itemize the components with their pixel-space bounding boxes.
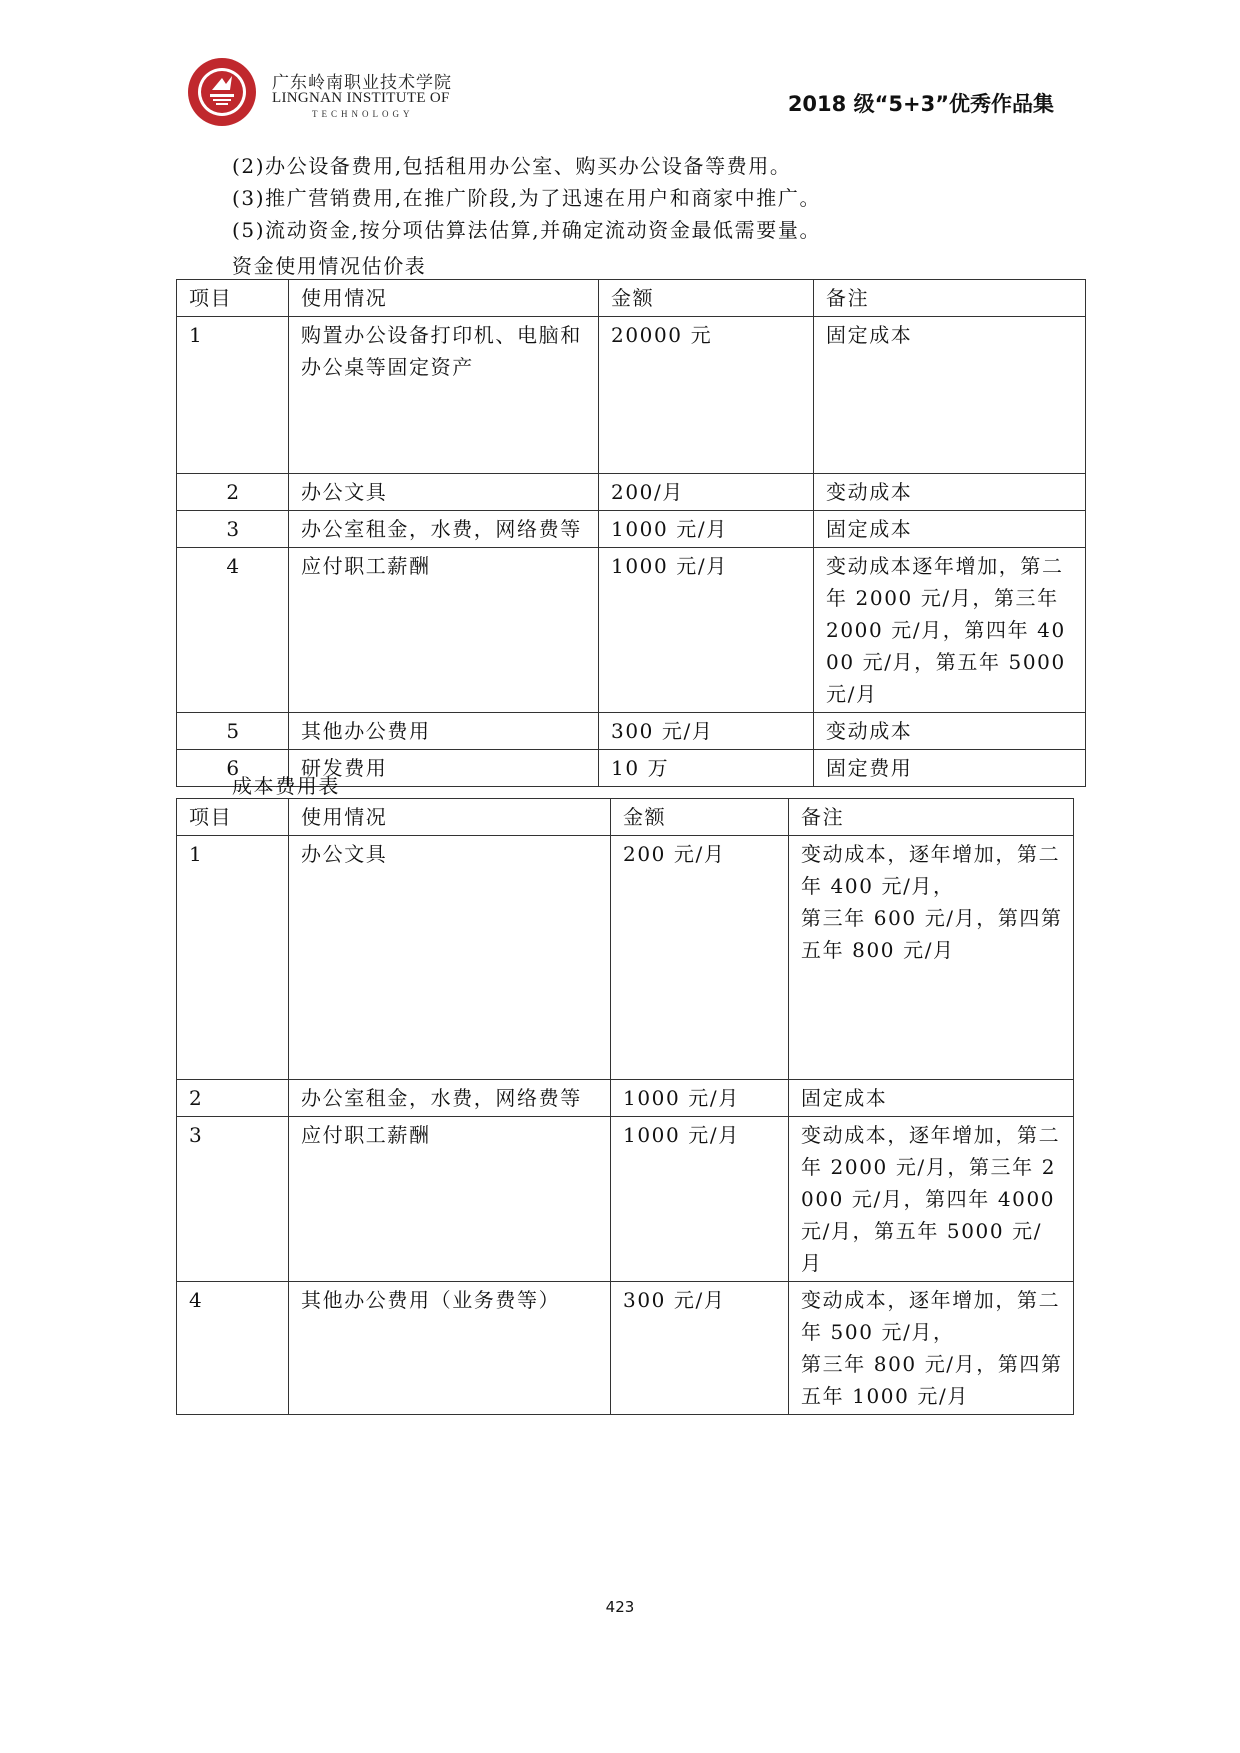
series-title: 2018 级“5+3”优秀作品集 (787, 92, 1054, 116)
cell-amount: 1000 元/月 (611, 1080, 789, 1117)
table-row (177, 511, 1086, 548)
cell-remark: 变动成本逐年增加，第二年 2000 元/月，第三年 2000 元/月，第四年 4000 元/月，第五年 5000 元/月 (814, 548, 1086, 713)
table-row (177, 836, 1074, 1080)
cell-amount: 1000 元/月 (599, 548, 814, 713)
cell-item: 2 (177, 474, 289, 511)
cell-usage: 应付职工薪酬 (289, 1117, 611, 1282)
cell-item: 4 (177, 548, 289, 713)
cell-remark: 变动成本，逐年增加，第二年 2000 元/月，第三年 2000 元/月，第四年 4000 元/月，第五年 5000 元/月 (789, 1117, 1074, 1282)
cell-remark: 固定成本 (814, 317, 1086, 474)
cell-item: 1 (177, 836, 289, 1080)
cell-item: 3 (177, 1117, 289, 1282)
header-amount: 金额 (599, 280, 814, 317)
cell-usage: 购置办公设备打印机、电脑和办公桌等固定资产 (289, 317, 599, 474)
cell-amount: 1000 元/月 (611, 1117, 789, 1282)
school-name-cn: 广东岭南职业技术学院 (272, 73, 452, 93)
cell-usage: 其他办公费用 (289, 713, 599, 750)
cell-amount: 200/月 (599, 474, 814, 511)
cell-usage: 研发费用 (289, 750, 599, 787)
header-usage: 使用情况 (289, 280, 599, 317)
table-header-row (177, 280, 1086, 317)
cell-amount: 1000 元/月 (599, 511, 814, 548)
header-item: 项目 (177, 280, 289, 317)
cell-remark: 变动成本 (814, 713, 1086, 750)
cell-item: 5 (177, 713, 289, 750)
cell-item: 1 (177, 317, 289, 474)
fund-usage-table (176, 279, 1086, 787)
cell-remark: 固定费用 (814, 750, 1086, 787)
cell-remark: 固定成本 (814, 511, 1086, 548)
table-row (177, 1282, 1074, 1415)
cell-remark: 变动成本 (814, 474, 1086, 511)
table-row (177, 317, 1086, 474)
cell-amount: 300 元/月 (599, 713, 814, 750)
header-remark: 备注 (814, 280, 1086, 317)
cell-remark-line2: 第三年 600 元/月，第四第五年 800 元/月 (801, 906, 1063, 962)
cost-expense-table (176, 798, 1074, 1415)
table-row (177, 548, 1086, 713)
cell-amount: 20000 元 (599, 317, 814, 474)
cell-amount: 300 元/月 (611, 1282, 789, 1415)
table1-caption: 资金使用情况估价表 (232, 254, 427, 278)
table-row (177, 1117, 1074, 1282)
cell-item: 6 (177, 750, 289, 787)
header-amount: 金额 (611, 799, 789, 836)
cell-usage: 其他办公费用（业务费等） (289, 1282, 611, 1415)
table-row (177, 1080, 1074, 1117)
school-name-en-line2: TECHNOLOGY (312, 109, 414, 119)
table-header-row (177, 799, 1074, 836)
paragraph-office-equipment: (2)办公设备费用,包括租用办公室、购买办公设备等费用。 (232, 154, 792, 178)
cell-remark (789, 1282, 1074, 1415)
school-name-en: LINGNAN INSTITUTE OF (272, 90, 450, 106)
paragraph-working-capital: (5)流动资金,按分项估算法估算,并确定流动资金最低需要量。 (232, 218, 822, 242)
cell-remark-line2: 第三年 800 元/月，第四第五年 1000 元/月 (801, 1352, 1063, 1408)
header-item: 项目 (177, 799, 289, 836)
cell-remark: 固定成本 (789, 1080, 1074, 1117)
cell-usage: 办公文具 (289, 836, 611, 1080)
cell-remark-line1: 变动成本，逐年增加，第二年 500 元/月， (801, 1288, 1061, 1344)
school-logo (186, 56, 258, 128)
paragraph-marketing: (3)推广营销费用,在推广阶段,为了迅速在用户和商家中推广。 (232, 186, 822, 210)
cell-usage: 办公室租金，水费，网络费等 (289, 1080, 611, 1117)
cell-item: 4 (177, 1282, 289, 1415)
cell-remark-line1: 变动成本，逐年增加，第二年 400 元/月， (801, 842, 1061, 898)
table-row (177, 474, 1086, 511)
cell-usage: 办公室租金，水费，网络费等 (289, 511, 599, 548)
cell-amount: 200 元/月 (611, 836, 789, 1080)
table-row (177, 713, 1086, 750)
header-remark: 备注 (789, 799, 1074, 836)
page-number: 423 (605, 1598, 635, 1616)
table2-caption: 成本费用表 (232, 774, 340, 798)
cell-remark (789, 836, 1074, 1080)
cell-item: 3 (177, 511, 289, 548)
cell-usage: 应付职工薪酬 (289, 548, 599, 713)
cell-usage: 办公文具 (289, 474, 599, 511)
cell-amount: 10 万 (599, 750, 814, 787)
header-usage: 使用情况 (289, 799, 611, 836)
cell-item: 2 (177, 1080, 289, 1117)
